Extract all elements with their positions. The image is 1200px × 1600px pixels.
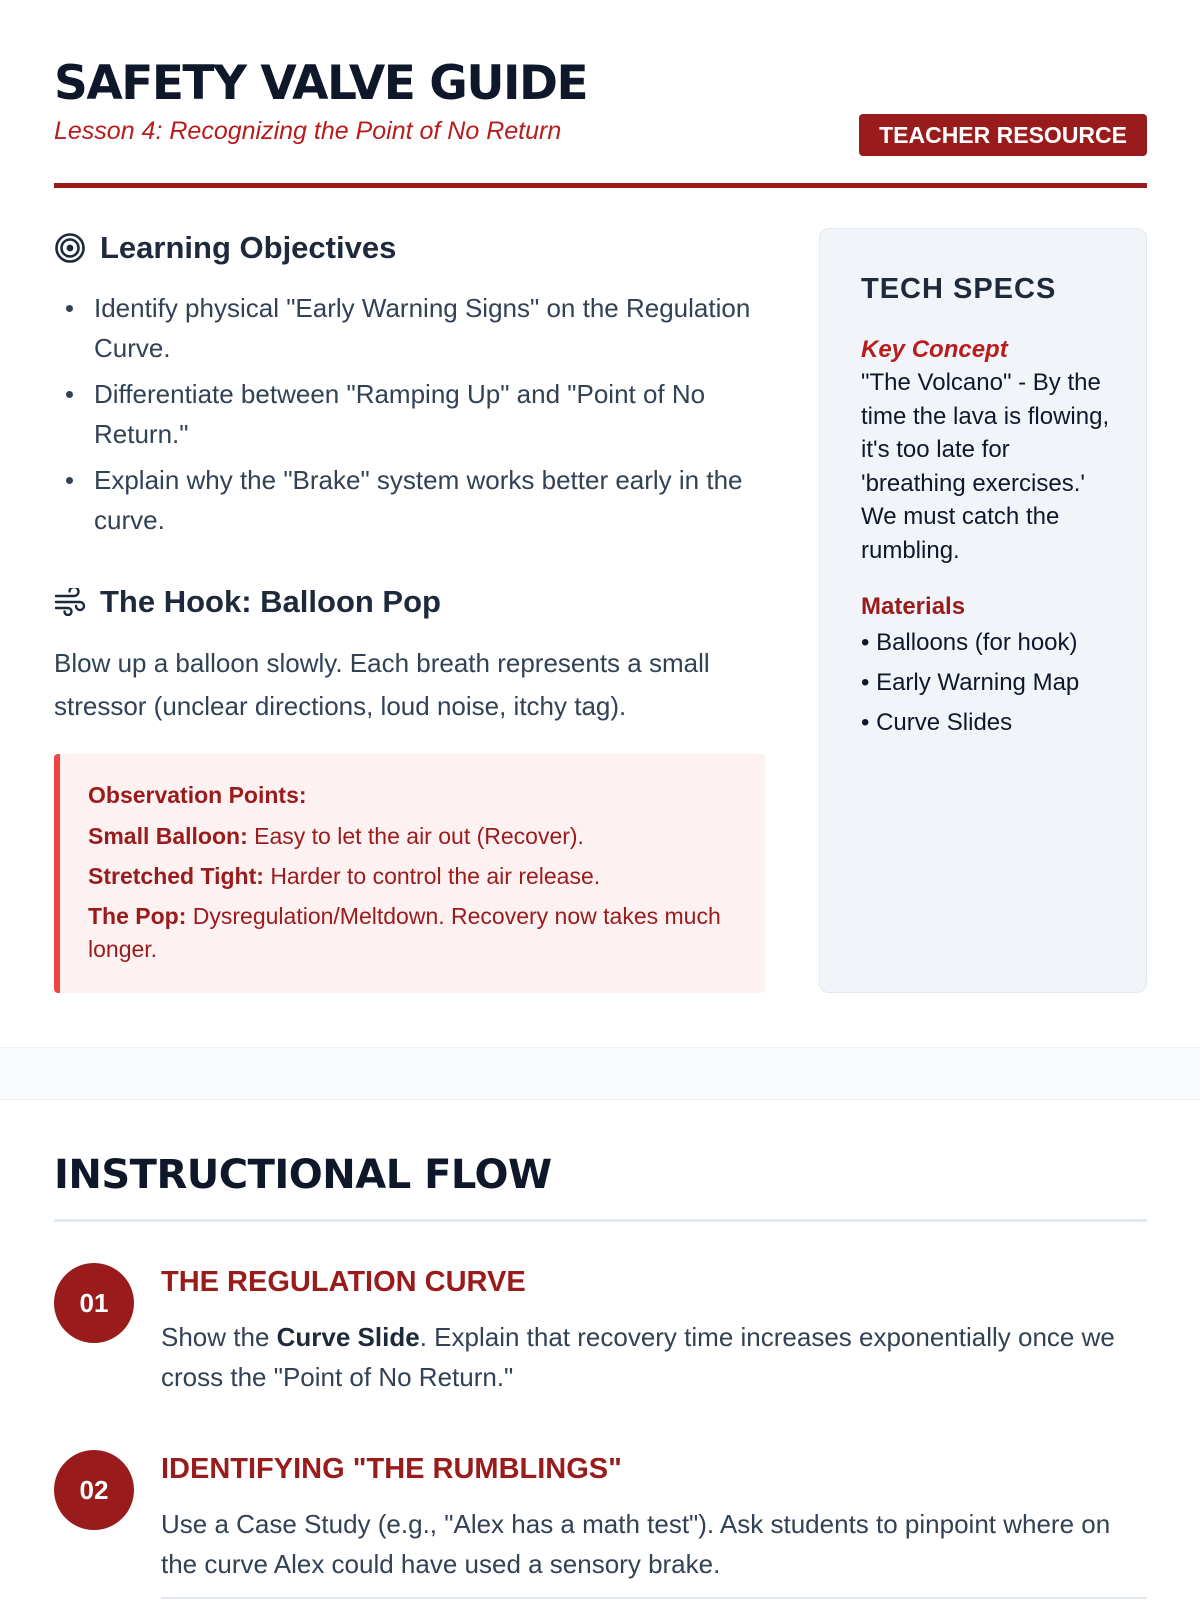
curve-slide-emphasis: Curve Slide [276, 1322, 420, 1352]
page-header [54, 50, 1147, 188]
key-concept-label: Key Concept [861, 336, 1008, 363]
observation-text: Dysregulation/Meltdown. Recovery now takes much longer. [88, 903, 721, 962]
material-item: • Balloons (for hook) [861, 623, 1112, 663]
lesson-subtitle: Lesson 4: Recognizing the Point of No Return [54, 117, 562, 145]
hook-description: Blow up a balloon slowly. Each breath represents a small stressor (unclear directions, loud noise, itchy tag). [54, 648, 710, 721]
wind-icon [54, 588, 86, 616]
hook-heading [54, 584, 441, 620]
step-divider [161, 1597, 1147, 1599]
tech-specs-card [819, 228, 1147, 993]
section-divider [0, 1047, 1200, 1100]
observation-label: The Pop: [88, 903, 187, 929]
step-text-part: Show the [161, 1322, 277, 1352]
objective-item: Differentiate between "Ramping Up" and "Point of No Return." [54, 374, 774, 454]
hook-heading-label: The Hook: Balloon Pop [100, 584, 441, 619]
observation-text: Harder to control the air release. [270, 863, 601, 889]
step-title: THE REGULATION CURVE [161, 1266, 526, 1298]
step-text-part: . Explain that recovery time increases exponentially once we cross the "Point of No Return." [161, 1322, 1115, 1392]
observation-point [88, 900, 735, 966]
materials-label: Materials [861, 593, 966, 620]
observation-callout [54, 754, 765, 993]
objectives-heading [54, 230, 396, 266]
tech-specs-title: TECH SPECS [861, 273, 1057, 305]
materials-list [861, 623, 1112, 743]
step-description: Use a Case Study (e.g., "Alex has a math test"). Ask students to pinpoint where on the curve Alex could have used a sensory brake. [161, 1509, 1111, 1579]
material-item: • Early Warning Map [861, 663, 1112, 703]
observation-point [88, 860, 735, 893]
step-description [161, 1317, 1121, 1397]
objectives-list [54, 288, 774, 546]
material-item: • Curve Slides [861, 703, 1112, 743]
step-number: 02 [54, 1450, 134, 1530]
target-icon [54, 232, 86, 264]
key-concept-text: "The Volcano" - By the time the lava is flowing, it's too late for 'breathing exercises.' We must catch the rumbling. [861, 369, 1110, 564]
teacher-resource-badge: TEACHER RESOURCE [859, 114, 1147, 156]
page-title: SAFETY VALVE GUIDE [54, 56, 588, 111]
objective-item: Identify physical "Early Warning Signs" on the Regulation Curve. [54, 288, 774, 368]
observation-title: Observation Points: [88, 782, 307, 808]
observation-label: Small Balloon: [88, 823, 248, 849]
instructional-flow-title: INSTRUCTIONAL FLOW [54, 1152, 552, 1198]
objectives-heading-label: Learning Objectives [100, 230, 397, 265]
step-number: 01 [54, 1263, 134, 1343]
step-title: IDENTIFYING "THE RUMBLINGS" [161, 1453, 622, 1485]
observation-text: Easy to let the air out (Recover). [254, 823, 584, 849]
objective-item: Explain why the "Brake" system works better early in the curve. [54, 460, 774, 540]
flow-divider [54, 1219, 1147, 1222]
observation-label: Stretched Tight: [88, 863, 264, 889]
observation-point [88, 820, 735, 853]
